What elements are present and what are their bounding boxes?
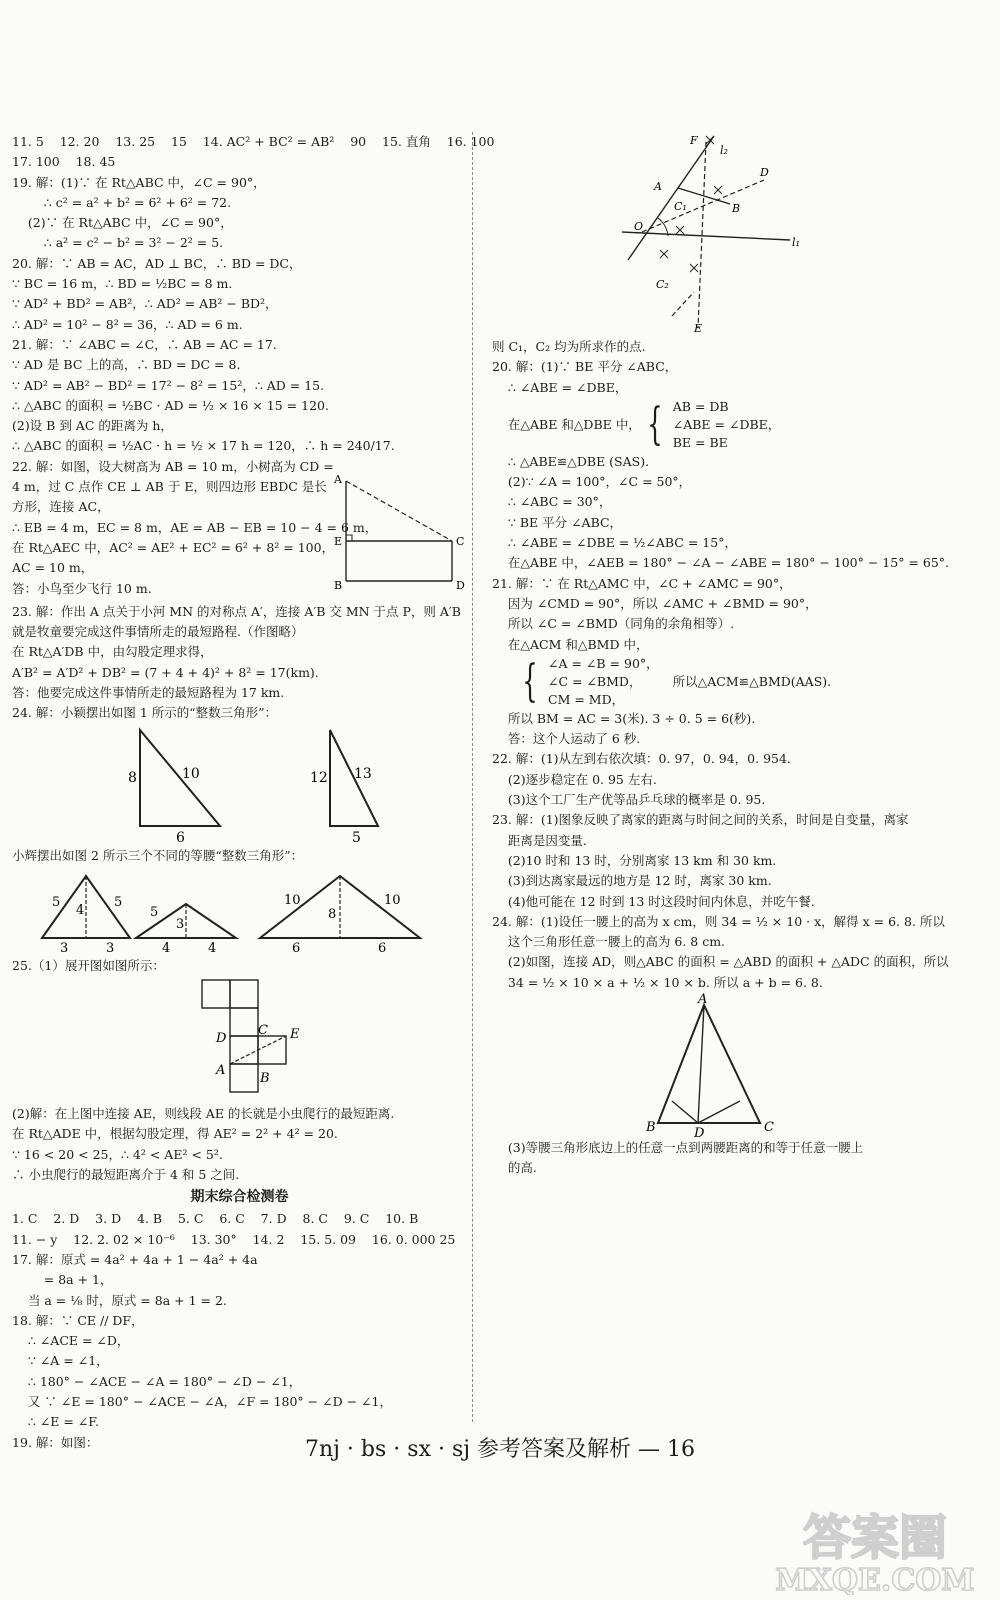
- text-line: 19. 解：如图：: [12, 1434, 99, 1450]
- text-line: 11. 5 12. 20 13. 25 15 14. AC² + BC² = AB² 90 15. 直角 16. 100: [12, 134, 495, 149]
- figure-19-construction: [492, 132, 987, 337]
- text-line: (2)设 B 到 AC 的距离为 h，: [12, 418, 173, 434]
- fig24-label: 13: [354, 765, 372, 782]
- column-divider: [472, 132, 473, 1422]
- text-line: (4)他可能在 12 时到 13 时这段时间内休息，并吃午餐.: [492, 893, 815, 909]
- text-line: ∵ AD 是 BC 上的高，∴ BD = DC = 8.: [12, 357, 241, 373]
- text-line: 1. C 2. D 3. D 4. B 5. C 6. C 7. D 8. C 9. C 10. B: [12, 1211, 419, 1227]
- text-line: 21. 解：∵ 在 Rt△AMC 中，∠C + ∠AMC = 90°，: [492, 575, 792, 591]
- text-line: ∵ AD² = AB² − BD² = 17² − 8² = 15²，∴ AD = 15.: [12, 377, 325, 393]
- text-line: (3)这个工厂生产优等品乒乓球的概率是 0. 95.: [492, 792, 766, 808]
- text-line: ∴ △ABC 的面积 = ½AC · h = ½ × 17 h = 120，∴ h = 240/17.: [12, 438, 395, 454]
- watermark-top: 答案圈: [802, 1510, 948, 1566]
- text-line: 24. 解：(1)设任一腰上的高为 x cm，则 34 = ½ × 10 · x，解得 x = 6. 8. 所以: [492, 913, 945, 929]
- text-line: 23. 解：(1)图象反映了离家的距离与时间之间的关系，时间是自变量，离家: [492, 812, 909, 828]
- text-line: 23. 解：作出 A 点关于小河 MN 的对称点 A′，连接 A′B 交 MN 于点 P，则 A′B: [12, 603, 461, 619]
- problems-23-24-text: [12, 602, 467, 724]
- text-line: (3)到达离家最远的地方是 12 时，离家 30 km.: [492, 873, 772, 889]
- text-line: ∴ 小虫爬行的最短距离介于 4 和 5 之间.: [12, 1167, 240, 1183]
- fig24b-label: 10: [284, 892, 301, 908]
- fig24r-label: C: [764, 1120, 774, 1136]
- problem-22-block: [12, 457, 467, 602]
- fig19-label: O: [634, 220, 644, 233]
- fig19-label: l₁: [792, 236, 800, 249]
- text-line: BE = BE: [672, 434, 728, 450]
- fig25-label: C: [258, 1023, 268, 1039]
- problem-25-solution: [12, 1104, 467, 1185]
- fig22-label: A: [334, 472, 342, 486]
- text-line: A′B² = A′D² + DB² = (7 + 4 + 4)² + 8² = 17(km).: [12, 664, 319, 680]
- brace-items: [673, 398, 781, 452]
- fig24b-label: 4: [162, 940, 171, 956]
- text-line: ∵ BC = 16 m，∴ BD = ½BC = 8 m.: [12, 276, 233, 292]
- fig24-label: 10: [182, 765, 200, 782]
- text-line: 17. 100 18. 45: [12, 154, 116, 170]
- problem-24-part3: [492, 1138, 987, 1179]
- figure-24-2-isosceles: [12, 866, 467, 956]
- problems-21-24-text: [492, 709, 987, 993]
- text-line: 因为 ∠CMD = 90°，所以 ∠AMC + ∠BMD = 90°，: [492, 595, 818, 611]
- fig24b-label: 5: [52, 894, 61, 910]
- fig25-label: B: [260, 1071, 270, 1087]
- text-line: 在 Rt△A′DB 中，由勾股定理求得，: [12, 644, 213, 660]
- text-line: ∴ △ABE≌△DBE (SAS).: [492, 453, 650, 469]
- text-line: 所以 ∠C = ∠BMD（同角的余角相等）.: [492, 616, 735, 632]
- text-line: ∴ AD² = 10² − 8² = 36，∴ AD = 6 m.: [12, 316, 243, 332]
- figure-24-1-triangles: [12, 724, 467, 844]
- text-line: AC = 10 m，: [12, 560, 94, 576]
- text-line: 则 C₁，C₂ 均为所求作的点.: [492, 339, 646, 354]
- text-line: 19. 解：(1)∵ 在 Rt△ABC 中，∠C = 90°，: [12, 174, 266, 190]
- fig19-label: E: [694, 322, 703, 335]
- text-line: 18. 解：∵ CE // DF，: [12, 1312, 144, 1328]
- answers-11-21: [12, 132, 495, 457]
- text-line: 20. 解：(1)∵ BE 平分 ∠ABC，: [492, 359, 678, 375]
- text-line: 在△ACM 和△BMD 中，: [492, 636, 649, 652]
- text-line: 34 = ½ × 10 × a + ½ × 10 × b. 所以 a + b = 6. 8.: [492, 974, 823, 990]
- text-line: 17. 解：原式 = 4a² + 4a + 1 − 4a² + 4a: [12, 1251, 258, 1267]
- text-line: ∴ c² = a² + b² = 6² + 6² = 72.: [12, 194, 232, 210]
- text-line: 答：他要完成这件事情所走的最短路程为 17 km.: [12, 684, 285, 700]
- left-column: [12, 132, 495, 1453]
- brace-lead: 在△ABE 和△DBE 中，: [492, 416, 641, 432]
- fig24r-label: A: [698, 993, 708, 1008]
- fig24-label: 8: [128, 769, 137, 786]
- fig24b-label: 8: [328, 906, 337, 922]
- text-line: 20. 解：∵ AB = AC，AD ⊥ BC，∴ BD = DC，: [12, 255, 302, 271]
- brace-symbol: {: [647, 398, 663, 450]
- watermark-logo: [760, 1500, 990, 1595]
- fig24r-label: D: [694, 1126, 705, 1139]
- text-line: = 8a + 1，: [12, 1272, 113, 1288]
- fig19-label: B: [732, 202, 741, 215]
- page-footer: 7nj · bs · sx · sj 参考答案及解析 — 16: [304, 1437, 696, 1462]
- problem-25-text: 25.（1）展开图如图所示：: [12, 957, 165, 973]
- text-line: (2)如图，连接 AD，则△ABC 的面积 = △ABD 的面积 + △ADC 的面积，所以: [492, 954, 949, 970]
- text-line: ∵ BE 平分 ∠ABC，: [492, 514, 623, 530]
- text-line: 方形，连接 AC，: [12, 499, 110, 515]
- text-line: (2)解：在上图中连接 AE，则线段 AE 的长就是小虫爬行的最短距离.: [12, 1106, 395, 1122]
- text-line: 就是牧童要完成这件事情所走的最短路程.（作图略）: [12, 624, 304, 640]
- fig19-label: C₁: [674, 200, 687, 213]
- text-line: 答：这个人运动了 6 秒.: [492, 731, 641, 747]
- brace-symbol: {: [522, 655, 538, 707]
- fig24-label: 6: [176, 829, 185, 844]
- text-line: ∵ AD² + BD² = AB²，∴ AD² = AB² − BD²，: [12, 296, 278, 312]
- text-line: (3)等腰三角形底边上的任意一点到两腰距离的和等于任意一腰上: [492, 1140, 864, 1156]
- text-line: ∠C = ∠BMD，: [548, 673, 642, 689]
- fig22-label: D: [456, 578, 465, 591]
- fig22-label: C: [456, 534, 465, 548]
- problem-20-text: [492, 337, 987, 398]
- text-line: ∠A = ∠B = 90°，: [548, 655, 659, 671]
- fig24b-label: 6: [292, 940, 301, 956]
- text-line: 11. − y 12. 2. 02 × 10⁻⁶ 13. 30° 14. 2 15. 5. 09 16. 0. 000 25: [12, 1231, 456, 1247]
- section-title: 期末综合检测卷: [190, 1189, 289, 1206]
- congruence-conditions-1: [492, 398, 987, 452]
- text-line: 当 a = ⅛ 时，原式 = 8a + 1 = 2.: [12, 1292, 227, 1308]
- figure-24-isosceles: [492, 993, 987, 1138]
- fig24r-label: B: [646, 1120, 656, 1136]
- text-line: ∴ EB = 4 m，EC = 8 m，AE = AB − EB = 10 − 4 = 6 m，: [12, 519, 378, 535]
- fig24b-label: 3: [106, 940, 115, 956]
- text-line: CM = MD，: [548, 691, 625, 707]
- fig25-label: A: [216, 1063, 226, 1079]
- text-line: ∴ 180° − ∠ACE − ∠A = 180° − ∠D − ∠1，: [12, 1373, 302, 1389]
- fig22-label: B: [334, 578, 343, 591]
- text-line: ∴ △ABC 的面积 = ½BC · AD = ½ × 16 × 15 = 120.: [12, 397, 329, 413]
- text-line: AB = DB: [672, 398, 729, 414]
- text-line: 22. 解：(1)从左到右依次填：0. 97，0. 94，0. 954.: [492, 751, 791, 767]
- text-line: 所以 BM = AC = 3(米). 3 ÷ 0. 5 = 6(秒).: [492, 710, 756, 726]
- fig19-label: l₂: [720, 144, 728, 157]
- brace-tail: 所以△ACM≌△BMD(AAS).: [672, 673, 832, 689]
- fig19-label: D: [760, 166, 769, 179]
- text-line: ∴ ∠ABC = 30°，: [492, 494, 612, 510]
- text-line: 4 m，过 C 点作 CE ⊥ AB 于 E，则四边形 EBDC 是长: [12, 479, 327, 495]
- fig24b-label: 5: [150, 904, 159, 920]
- fig22-label: E: [334, 534, 343, 548]
- figure-22-trees: [330, 471, 470, 591]
- text-line: 在 Rt△ADE 中，根据勾股定理，得 AE² = 2² + 4² = 20.: [12, 1126, 338, 1142]
- right-column: [492, 132, 987, 1179]
- fig24b-label: 4: [208, 940, 217, 956]
- text-line: 这个三角形任意一腰上的高为 6. 8 cm.: [492, 934, 726, 950]
- fig24b-label: 10: [384, 892, 401, 908]
- fig25-label: D: [216, 1031, 227, 1047]
- text-line: (2)逐步稳定在 0. 95 左右.: [492, 771, 657, 787]
- text-line: ∴ ∠ABE = ∠DBE，: [492, 379, 628, 395]
- fig24b-label: 6: [378, 940, 387, 956]
- text-line: (2)∵ 在 Rt△ABC 中，∠C = 90°，: [12, 215, 233, 231]
- text-line: 距离是因变量.: [492, 832, 587, 848]
- fig24b-label: 4: [76, 902, 85, 918]
- figure-25-net: [12, 976, 467, 1104]
- text-line: ∴ ∠E = ∠F.: [12, 1414, 100, 1430]
- problems-20-21-text: [492, 452, 987, 655]
- fig19-label: A: [654, 180, 662, 193]
- fig24b-label: 5: [114, 894, 123, 910]
- text-line: 21. 解：∵ ∠ABC = ∠C，∴ AB = AC = 17.: [12, 336, 277, 352]
- brace-items: [548, 655, 659, 709]
- text-line: ∴ a² = c² − b² = 3² − 2² = 5.: [12, 235, 224, 251]
- text-line: 在△ABE 中，∠AEB = 180° − ∠A − ∠ABE = 180° − 100° − 15° = 65°.: [492, 555, 949, 571]
- text-line: ∵ 16 < 20 < 25，∴ 4² < AE² < 5².: [12, 1146, 223, 1162]
- text-line: ∴ ∠ABE = ∠DBE = ½∠ABC = 15°，: [492, 535, 737, 551]
- fig24b-label: 3: [60, 940, 69, 956]
- fig19-label: C₂: [656, 278, 669, 291]
- fig24-label: 12: [310, 769, 328, 786]
- text-line: 的高.: [492, 1160, 537, 1176]
- fig25-label: E: [290, 1027, 300, 1043]
- text-line: 22. 解：如图，设大树高为 AB = 10 m，小树高为 CD =: [12, 458, 334, 474]
- text-line: (2)∵ ∠A = 100°，∠C = 50°，: [492, 474, 692, 490]
- fig24-label: 5: [352, 829, 361, 844]
- problem-24-text-2: 小辉摆出如图 2 所示三个不同的等腰“整数三角形”：: [12, 847, 304, 863]
- text-line: ∠ABE = ∠DBE，: [672, 416, 781, 432]
- text-line: ∴ ∠ACE = ∠D，: [12, 1333, 130, 1349]
- final-exam-answers: [12, 1209, 467, 1453]
- text-line: 24. 解：小颖摆出如图 1 所示的“整数三角形”：: [12, 705, 278, 721]
- text-line: (2)10 时和 13 时，分别离家 13 km 和 30 km.: [492, 852, 777, 868]
- fig19-label: F: [690, 134, 698, 147]
- text-line: 在 Rt△AEC 中，AC² = AE² + EC² = 6² + 8² = 100，: [12, 539, 335, 555]
- text-line: 答：小鸟至少飞行 10 m.: [12, 580, 152, 596]
- text-line: ∵ ∠A = ∠1，: [12, 1353, 109, 1369]
- watermark-bottom: MXQE.COM: [775, 1563, 975, 1595]
- congruence-conditions-2: [492, 655, 987, 709]
- fig24b-label: 3: [176, 916, 185, 932]
- text-line: 又 ∵ ∠E = 180° − ∠ACE − ∠A，∠F = 180° − ∠D − ∠1，: [12, 1393, 392, 1409]
